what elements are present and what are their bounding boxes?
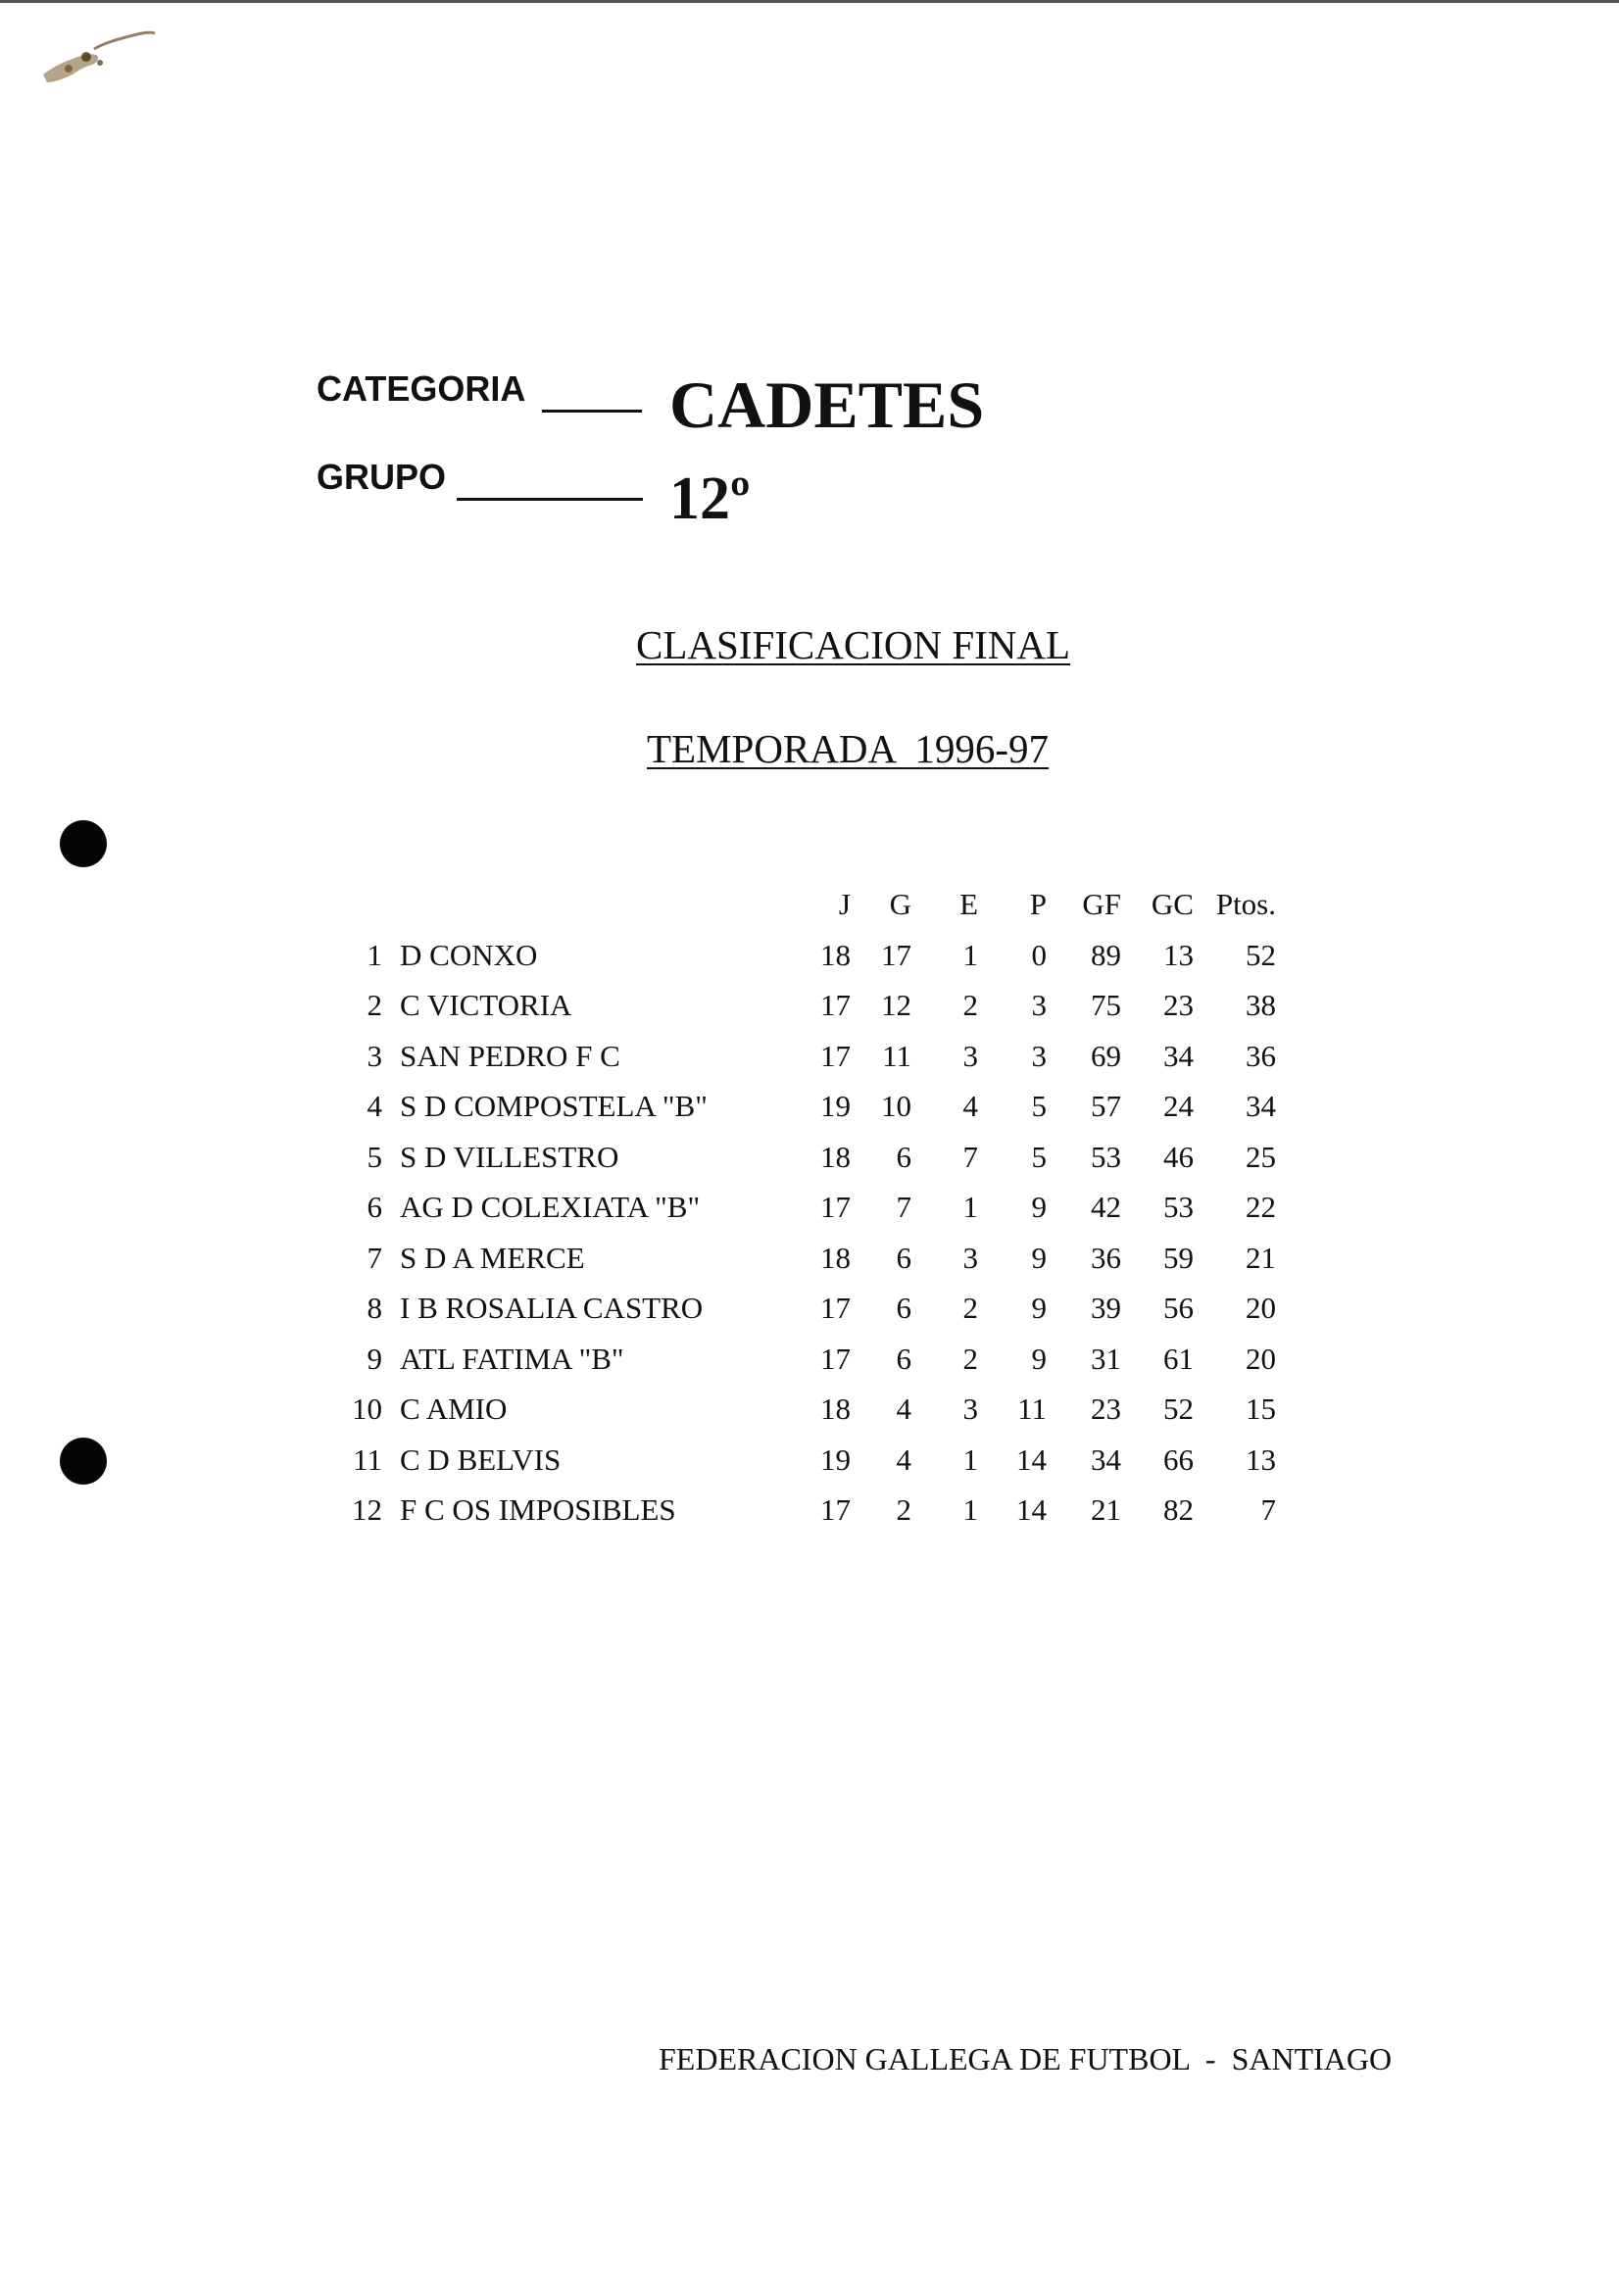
won-value: 4 [896,1392,911,1426]
drawn-value: 1 [962,1441,978,1477]
punch-hole-top [60,820,107,867]
lost-value: 14 [1016,1441,1047,1477]
team-name: S D VILLESTRO [400,1139,619,1174]
points-value: 22 [1246,1190,1276,1224]
team-position: 5 [367,1139,382,1174]
won-value: 6 [896,1291,911,1325]
team-position: 11 [353,1441,382,1477]
drawn-value: 7 [962,1139,978,1174]
played-value: 17 [820,1341,851,1376]
team-name: C AMIO [400,1392,508,1426]
goals-against-value: 52 [1163,1392,1194,1426]
goals-for-value: 57 [1091,1089,1121,1123]
points-value: 7 [1260,1492,1276,1527]
goals-against-value: 46 [1163,1139,1194,1174]
lost-value: 9 [1031,1190,1047,1224]
punch-hole-bottom [60,1438,107,1485]
lost-value: 0 [1031,937,1047,972]
grupo-underline [457,498,643,501]
scan-top-edge [0,0,1619,3]
drawn-value: 2 [962,1341,978,1376]
lost-value: 11 [1017,1392,1047,1426]
team-position: 9 [367,1341,382,1376]
team-position: 10 [352,1392,382,1426]
won-value: 6 [896,1139,911,1174]
goals-for-value: 36 [1091,1240,1121,1275]
played-value: 18 [820,1139,851,1174]
categoria-underline [542,410,642,413]
won-value: 12 [881,988,911,1022]
team-name: S D COMPOSTELA "B" [400,1089,708,1123]
points-value: 15 [1246,1392,1276,1426]
grupo-value: 12º [669,465,751,532]
lost-value: 5 [1031,1089,1047,1123]
played-value: 18 [820,1240,851,1275]
team-position: 12 [352,1492,382,1527]
team-name: C VICTORIA [400,988,572,1022]
team-name: AG D COLEXIATA "B" [400,1190,701,1224]
lost-value: 5 [1031,1139,1047,1174]
drawn-value: 2 [962,1291,978,1325]
column-header-gf: GF [1082,887,1121,921]
drawn-value: 3 [962,1240,978,1275]
drawn-value: 1 [962,1492,978,1527]
points-value: 52 [1246,937,1276,972]
ink-stain-mark [39,20,167,88]
played-value: 18 [820,937,851,972]
team-position: 7 [367,1240,382,1275]
points-value: 21 [1246,1240,1276,1275]
won-value: 6 [896,1341,911,1376]
lost-value: 3 [1031,1038,1047,1073]
played-value: 17 [820,988,851,1022]
played-value: 19 [820,1089,851,1123]
played-value: 18 [820,1392,851,1426]
drawn-value: 1 [962,937,978,972]
goals-against-value: 23 [1163,988,1194,1022]
goals-for-value: 42 [1091,1190,1121,1224]
lost-value: 9 [1031,1240,1047,1275]
lost-value: 9 [1031,1291,1047,1325]
won-value: 4 [896,1441,911,1477]
team-name: F C OS IMPOSIBLES [400,1492,676,1527]
team-position: 2 [367,988,382,1022]
goals-against-value: 24 [1163,1089,1194,1123]
column-header-gc: GC [1151,887,1194,921]
lost-value: 9 [1031,1341,1047,1376]
team-name: D CONXO [400,937,538,972]
categoria-label: CATEGORIA [317,368,526,409]
goals-against-value: 56 [1163,1291,1194,1325]
categoria-value: CADETES [669,367,985,442]
points-value: 38 [1246,988,1276,1022]
goals-against-value: 66 [1163,1441,1194,1477]
classification-title: CLASIFICACION FINAL [636,622,1071,667]
drawn-value: 3 [962,1392,978,1426]
column-header-p: P [1029,887,1047,921]
won-value: 2 [896,1492,911,1527]
column-header-j: J [838,887,851,921]
team-position: 3 [367,1038,382,1073]
column-header-g: G [889,887,911,921]
lost-value: 14 [1016,1492,1047,1527]
grupo-label: GRUPO [317,457,447,497]
drawn-value: 3 [962,1038,978,1073]
goals-for-value: 53 [1091,1139,1121,1174]
team-name: ATL FATIMA "B" [400,1341,624,1376]
goals-against-value: 61 [1163,1341,1194,1376]
goals-for-value: 39 [1091,1291,1121,1325]
goals-against-value: 34 [1163,1038,1194,1073]
column-header-ptos: Ptos. [1215,887,1276,921]
played-value: 17 [820,1291,851,1325]
season-title: TEMPORADA 1996-97 [647,726,1050,771]
team-position: 6 [367,1190,382,1224]
won-value: 17 [881,937,911,972]
drawn-value: 2 [962,988,978,1022]
lost-value: 3 [1031,988,1047,1022]
played-value: 17 [820,1492,851,1527]
goals-for-value: 89 [1091,937,1121,972]
points-value: 36 [1246,1038,1276,1073]
column-header-e: E [959,887,978,921]
goals-for-value: 34 [1091,1441,1121,1477]
points-value: 25 [1246,1139,1276,1174]
drawn-value: 4 [962,1089,978,1123]
points-value: 13 [1246,1441,1276,1477]
goals-against-value: 82 [1163,1492,1194,1527]
team-position: 8 [367,1291,382,1325]
goals-for-value: 75 [1091,988,1121,1022]
goals-against-value: 59 [1163,1240,1194,1275]
goals-for-value: 21 [1091,1492,1121,1527]
team-position: 4 [367,1089,382,1123]
federation-footer: FEDERACION GALLEGA DE FUTBOL - SANTIAGO [659,2041,1393,2076]
drawn-value: 1 [962,1190,978,1224]
won-value: 11 [882,1038,911,1073]
played-value: 17 [820,1038,851,1073]
played-value: 17 [820,1190,851,1224]
goals-for-value: 69 [1091,1038,1121,1073]
goals-against-value: 13 [1163,937,1194,972]
goals-for-value: 23 [1091,1392,1121,1426]
team-name: SAN PEDRO F C [400,1038,620,1073]
won-value: 10 [881,1089,911,1123]
goals-for-value: 31 [1091,1341,1121,1376]
won-value: 7 [896,1190,911,1224]
team-name: S D A MERCE [400,1240,585,1275]
points-value: 34 [1246,1089,1276,1123]
points-value: 20 [1246,1341,1276,1376]
goals-against-value: 53 [1163,1190,1194,1224]
points-value: 20 [1246,1291,1276,1325]
played-value: 19 [820,1441,851,1477]
team-name: C D BELVIS [400,1441,562,1477]
team-position: 1 [367,937,382,972]
team-name: I B ROSALIA CASTRO [400,1291,704,1325]
won-value: 6 [896,1240,911,1275]
